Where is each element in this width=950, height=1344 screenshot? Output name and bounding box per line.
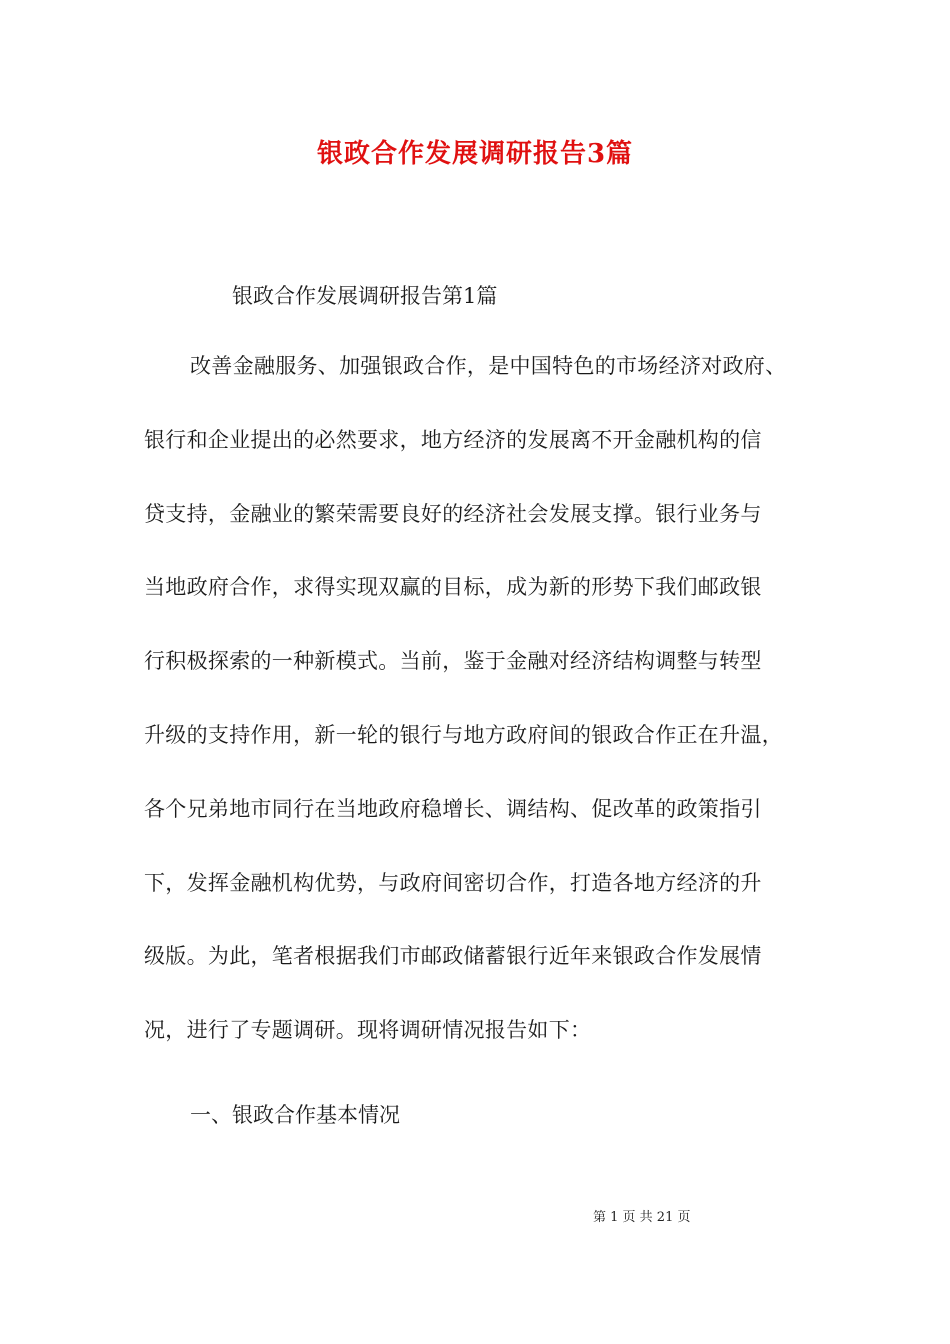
document-title: 银政合作发展调研报告3篇	[316, 139, 634, 169]
paragraph-line: 当地政府合作，求得实现双赢的目标，成为新的形势下我们邮政银	[144, 575, 762, 600]
paragraph-line: 级版。为此，笔者根据我们市邮政储蓄银行近年来银政合作发展情	[144, 944, 762, 969]
paragraph-line: 贷支持，金融业的繁荣需要良好的经济社会发展支撑。银行业务与	[144, 501, 762, 526]
body-paragraph	[144, 351, 826, 1089]
paragraph-line: 行积极探索的一种新模式。当前，鉴于金融对经济结构调整与转型	[144, 649, 762, 674]
paragraph-line: 各个兄弟地市同行在当地政府稳增长、调结构、促改革的政策指引	[144, 796, 762, 821]
paragraph-line: 升级的支持作用，新一轮的银行与地方政府间的银政合作正在升温，	[144, 722, 783, 747]
section-heading: 一、银政合作基本情况	[190, 1103, 400, 1127]
paragraph-line: 改善金融服务、加强银政合作，是中国特色的市场经济对政府、	[190, 354, 787, 378]
paragraph-line: 况，进行了专题调研。现将调研情况报告如下：	[144, 1018, 592, 1043]
paragraph-line: 下，发挥金融机构优势，与政府间密切合作，打造各地方经济的升	[144, 870, 762, 895]
page-footer: 第 1 页 共 21 页	[593, 1210, 691, 1225]
paragraph-line: 银行和企业提出的必然要求，地方经济的发展离不开金融机构的信	[144, 427, 762, 452]
report-subtitle: 银政合作发展调研报告第1篇	[232, 284, 498, 308]
